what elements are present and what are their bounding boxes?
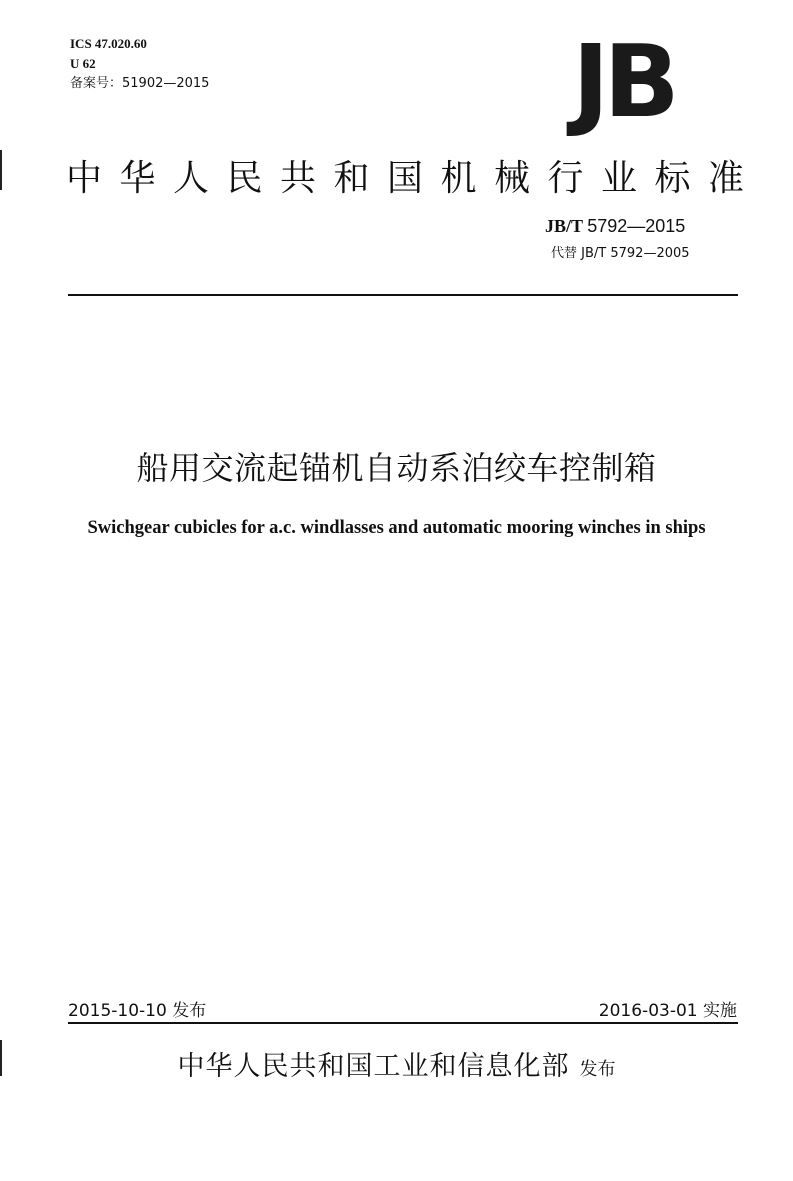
document-title-chinese: 船用交流起锚机自动系泊绞车控制箱 xyxy=(136,449,657,487)
publisher-name: 中华人民共和国工业和信息化部 xyxy=(177,1051,570,1082)
issue-label: 发布 xyxy=(172,1001,207,1021)
implementation-date-row xyxy=(599,996,737,1021)
record-number-row xyxy=(70,74,209,94)
standard-code-number: 5792—2015 xyxy=(587,216,686,236)
top-divider xyxy=(68,294,738,296)
publisher-label: 发布 xyxy=(579,1059,616,1080)
standard-category-title: 中华人民共和国机械行业标准 xyxy=(66,158,762,199)
classification-block xyxy=(70,34,209,94)
implementation-date: 2016-03-01 xyxy=(598,1001,698,1021)
standard-code xyxy=(545,216,685,237)
replaces-code: JB/T 5792—2005 xyxy=(581,246,690,261)
record-label: 备案号： xyxy=(70,76,123,91)
document-title-english: Swichgear cubicles for a.c. windlasses and automatic mooring winches in ships xyxy=(87,518,706,538)
implementation-label: 实施 xyxy=(703,1001,737,1021)
replaces-standard xyxy=(551,242,690,261)
replaces-label: 代替 xyxy=(551,246,578,261)
ccs-code: U 62 xyxy=(70,56,96,71)
jb-logo: JB xyxy=(572,23,674,140)
ics-code: ICS 47.020.60 xyxy=(70,36,147,51)
record-number: 51902—2015 xyxy=(122,76,210,91)
issue-date-row xyxy=(68,996,206,1021)
standard-code-prefix: JB/T xyxy=(545,216,583,236)
scan-edge-mark xyxy=(0,150,2,190)
bottom-divider xyxy=(68,1022,738,1024)
publisher-line xyxy=(0,1044,793,1083)
issue-date: 2015-10-10 xyxy=(68,1001,167,1021)
